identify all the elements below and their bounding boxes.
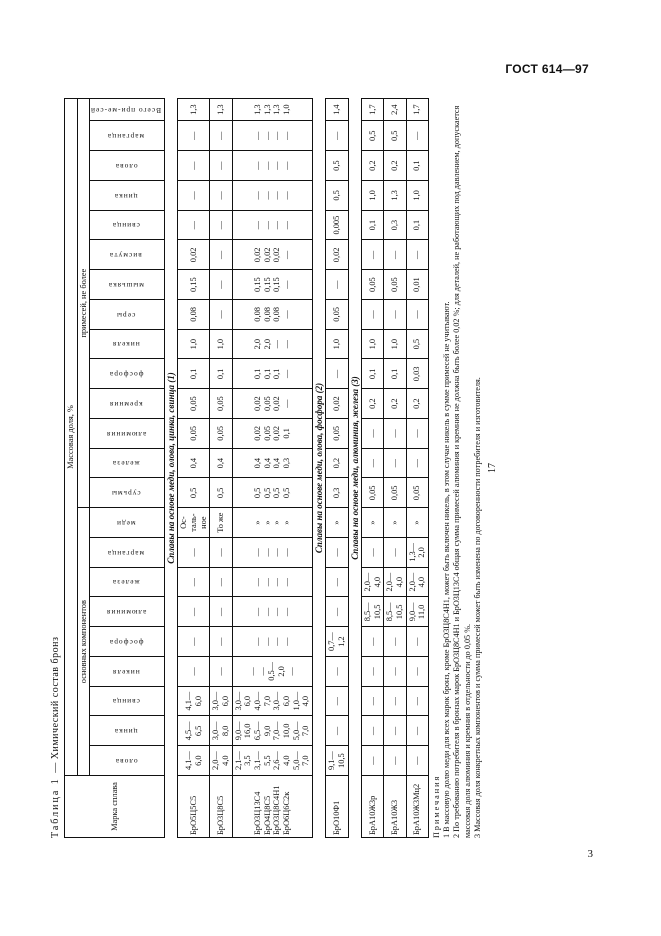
main-value-cell: 2,1—3,5 3,1—5,5 2,6—4,0 5,0—7,0 xyxy=(232,746,312,776)
col-main-element xyxy=(90,508,165,538)
table-caption-label: Таблица 1 xyxy=(50,777,61,838)
col-main-element xyxy=(90,627,165,657)
impurity-value-cell: — xyxy=(210,151,232,181)
impurity-value-cell: 1,0 xyxy=(384,329,406,359)
impurity-value-cell: 0,1 xyxy=(406,151,428,181)
main-value-cell: 3,0—6,0 4,0—7,0 3,0—6,0 1,0—4,0 xyxy=(232,686,312,716)
col-main-element-label: железа xyxy=(112,578,140,588)
main-value-cell: — xyxy=(384,716,406,746)
impurity-value-cell: 0,01 xyxy=(406,270,428,300)
col-impurity-element-label: железа xyxy=(112,459,140,469)
main-value-cell: 3,0—6,0 xyxy=(210,686,232,716)
impurity-value-cell: 0,05 xyxy=(210,389,232,419)
impurity-value-cell: 2,0 2,0 — — xyxy=(232,329,312,359)
impurity-value-cell: 0,5 xyxy=(384,121,406,151)
main-value-cell: 2,0—4,0 xyxy=(361,567,383,597)
note-item: 3 Массовая доля конкретных компонентов и сумма примесей может быть изменена по договоренности потребителя и изготовителя. xyxy=(472,377,482,838)
impurity-value-cell: 0,1 xyxy=(361,359,383,389)
main-value-cell: — — — — xyxy=(232,597,312,627)
header-row-2 xyxy=(77,99,90,838)
section-title: Сплавы на основе меди, алюминия, железа (3) xyxy=(348,99,361,838)
impurity-value-cell: 0,15 xyxy=(178,270,210,300)
impurity-value-cell: 0,05 xyxy=(326,300,348,330)
impurity-value-cell: — xyxy=(178,121,210,151)
col-main-element-label: алюминия xyxy=(105,608,147,618)
section-title: Сплавы на основе меди, олова, цинка, свинца (1) xyxy=(165,99,178,838)
main-value-cell: — xyxy=(361,538,383,568)
impurity-value-cell: — xyxy=(210,121,232,151)
col-main-element xyxy=(90,597,165,627)
impurity-value-cell: — xyxy=(384,419,406,449)
main-value-cell: — xyxy=(384,627,406,657)
col-impurity-element-label: сурьмы xyxy=(111,489,141,499)
impurity-value-cell: 0,5 xyxy=(361,121,383,151)
main-value-cell: — xyxy=(210,627,232,657)
main-value-cell: — — 0,5—2,0 — xyxy=(232,657,312,687)
main-value-cell: » xyxy=(384,508,406,538)
main-value-cell: 8,5—10,5 xyxy=(384,597,406,627)
note-item: 2 По требованию потребителя в бронзах марок БрО3Ц8С4Н1 и БрО3Ц13С4 общая сумма примесей алюминия и кремния не должна быть более 0,02 %; для деталей, не работающих под давлением, допускается массовая доля алюминия и кремния в отдельности до 0,05 %. xyxy=(452,105,472,838)
impurity-value-cell: 0,4 xyxy=(178,448,210,478)
main-value-cell: — xyxy=(384,746,406,776)
table-caption-title: — Химический состав бронз xyxy=(50,636,61,773)
main-value-cell: — xyxy=(361,686,383,716)
main-value-cell: — xyxy=(326,657,348,687)
main-value-cell: — xyxy=(406,657,428,687)
impurity-value-cell: 0,05 xyxy=(178,419,210,449)
main-value-cell: То же xyxy=(210,508,232,538)
impurity-value-cell: — xyxy=(361,240,383,270)
col-impurity-element xyxy=(90,419,165,449)
impurity-value-cell: 0,02 0,05 0,02 — xyxy=(232,389,312,419)
main-value-cell: — xyxy=(210,657,232,687)
col-impurity-element xyxy=(90,210,165,240)
total-cell: 2,4 xyxy=(384,99,406,121)
impurity-value-cell: 0,2 xyxy=(326,448,348,478)
impurity-value-cell: 0,5 xyxy=(178,478,210,508)
col-main-element xyxy=(90,567,165,597)
header-row-3 xyxy=(90,99,165,838)
impurity-value-cell: — — — — xyxy=(232,121,312,151)
main-value-cell: — xyxy=(361,716,383,746)
col-main-element xyxy=(90,686,165,716)
impurity-value-cell: — xyxy=(178,210,210,240)
main-value-cell: — — — — xyxy=(232,627,312,657)
impurity-value-cell: — xyxy=(210,300,232,330)
main-value-cell: 9,0—16,0 6,5—9,0 7,0—10,0 5,0—7,0 xyxy=(232,716,312,746)
main-value-cell: 2,0—4,0 xyxy=(384,567,406,597)
col-mass-fraction: Массовая доля, % xyxy=(65,99,78,776)
impurity-value-cell: — xyxy=(361,419,383,449)
impurity-value-cell: 0,15 0,15 0,15 — xyxy=(232,270,312,300)
main-value-cell: 4,1—6,0 xyxy=(178,686,210,716)
col-impurity-element-label: серы xyxy=(116,310,136,320)
col-main-element-label: меди xyxy=(116,518,136,528)
grade-cell: БрО5Ц5С5 xyxy=(178,776,210,838)
col-impurity-element-label: свинца xyxy=(111,221,140,231)
main-value-cell: — xyxy=(210,567,232,597)
impurity-value-cell: 0,05 xyxy=(326,419,348,449)
impurity-value-cell: — xyxy=(406,419,428,449)
col-impurity-element-label: никеля xyxy=(112,340,140,350)
impurity-value-cell: — xyxy=(210,270,232,300)
impurity-value-cell: — xyxy=(406,121,428,151)
main-value-cell: 9,1—10,5 xyxy=(326,746,348,776)
col-impurity-element-label: висмута xyxy=(109,251,143,261)
header-row-1 xyxy=(65,99,78,838)
main-value-cell: 4,1—6,0 xyxy=(178,746,210,776)
impurity-value-cell: 0,2 xyxy=(406,389,428,419)
impurity-value-cell: 1,0 xyxy=(210,329,232,359)
main-value-cell: 1,3—2,0 xyxy=(406,538,428,568)
col-impurity-element-label: марганца xyxy=(107,132,145,142)
grade-cell: БрА10Ж3 xyxy=(384,776,406,838)
col-total xyxy=(90,99,165,121)
main-value-cell: — xyxy=(384,657,406,687)
main-value-cell: » xyxy=(406,508,428,538)
col-main-element-label: марганца xyxy=(107,548,145,558)
col-main-element xyxy=(90,746,165,776)
main-value-cell: — xyxy=(384,538,406,568)
main-value-cell: 2,0—4,0 xyxy=(210,746,232,776)
impurity-value-cell: 0,5 xyxy=(406,329,428,359)
col-impurity-element xyxy=(90,448,165,478)
impurity-value-cell: — xyxy=(326,121,348,151)
impurity-value-cell: — xyxy=(384,300,406,330)
main-value-cell: — xyxy=(326,597,348,627)
main-value-cell: — xyxy=(178,538,210,568)
impurity-value-cell: — xyxy=(326,359,348,389)
col-main-element-label: цинка xyxy=(114,727,138,737)
grade-cell: БрО10Ф1 xyxy=(326,776,348,838)
table-row xyxy=(384,99,406,838)
impurity-value-cell: 0,02 0,05 0,02 0,1 xyxy=(232,419,312,449)
total-cell: 1,7 xyxy=(406,99,428,121)
col-grade: Марка сплава xyxy=(65,776,165,838)
main-value-cell: — xyxy=(406,627,428,657)
impurity-value-cell: 0,1 0,1 0,1 — xyxy=(232,359,312,389)
main-value-cell: 2,0—4,0 xyxy=(406,567,428,597)
impurity-value-cell: 0,05 xyxy=(210,419,232,449)
page-number: 3 xyxy=(587,848,593,860)
impurity-value-cell: 1,0 xyxy=(326,329,348,359)
main-value-cell: — xyxy=(178,657,210,687)
impurity-value-cell: 0,05 xyxy=(384,270,406,300)
main-value-cell: — xyxy=(361,657,383,687)
impurity-value-cell: 1,0 xyxy=(406,181,428,211)
impurity-value-cell: 0,02 0,02 0,02 — xyxy=(232,240,312,270)
col-impurity-element xyxy=(90,121,165,151)
main-value-cell: 3,0—8,0 xyxy=(210,716,232,746)
col-main-element xyxy=(90,716,165,746)
impurity-value-cell: 0,08 0,08 0,08 — xyxy=(232,300,312,330)
main-value-cell: — xyxy=(178,627,210,657)
impurity-value-cell: 0,005 xyxy=(326,210,348,240)
col-impurities: примесей, не более xyxy=(77,99,90,508)
main-value-cell: — xyxy=(361,627,383,657)
impurity-value-cell: 0,1 xyxy=(361,210,383,240)
col-impurity-element-label: олова xyxy=(114,161,138,171)
impurity-value-cell: — xyxy=(210,181,232,211)
impurity-value-cell: 0,3 xyxy=(384,210,406,240)
main-value-cell: 9,0—11,0 xyxy=(406,597,428,627)
impurity-value-cell: 0,2 xyxy=(384,389,406,419)
impurity-value-cell: — xyxy=(178,151,210,181)
total-cell: 1,4 xyxy=(326,99,348,121)
main-value-cell: » xyxy=(326,508,348,538)
col-impurity-element xyxy=(90,270,165,300)
impurity-value-cell: — xyxy=(361,448,383,478)
section-title: Сплавы на основе меди, олова, фосфора (2) xyxy=(312,99,325,838)
impurity-value-cell: — xyxy=(406,448,428,478)
standard-header: ГОСТ 614—97 xyxy=(505,62,589,76)
impurity-value-cell: 0,05 xyxy=(406,478,428,508)
impurity-value-cell: 0,1 xyxy=(406,210,428,240)
total-cell: 1,7 xyxy=(361,99,383,121)
main-value-cell: — — — — xyxy=(232,567,312,597)
main-value-cell: 4,5—6,5 xyxy=(178,716,210,746)
impurity-value-cell: 0,4 xyxy=(210,448,232,478)
col-main-element xyxy=(90,538,165,568)
impurity-value-cell: — xyxy=(406,300,428,330)
col-main-element-label: фосфора xyxy=(108,637,144,647)
col-impurity-element xyxy=(90,151,165,181)
main-value-cell: » » » » xyxy=(232,508,312,538)
main-value-cell: — xyxy=(326,686,348,716)
col-impurity-element-label: фосфора xyxy=(108,370,144,380)
col-impurity-element-label: кремния xyxy=(109,399,143,409)
col-impurity-element xyxy=(90,389,165,419)
col-main-element-label: свинца xyxy=(111,697,140,707)
main-value-cell: — xyxy=(210,538,232,568)
impurity-value-cell: 1,0 xyxy=(361,181,383,211)
impurity-value-cell: 1,0 xyxy=(178,329,210,359)
rotated-table-block xyxy=(50,98,610,838)
col-impurity-element-label: цинка xyxy=(114,191,138,201)
grade-cell: БрА10Ж3р xyxy=(361,776,383,838)
impurity-value-cell: 0,05 xyxy=(361,478,383,508)
composition-table xyxy=(64,98,429,838)
impurity-value-cell: 0,08 xyxy=(178,300,210,330)
table-notes xyxy=(432,98,483,838)
main-value-cell: Ос-таль-ное xyxy=(178,508,210,538)
total-cell: 1,3 1,3 1,3 1,0 xyxy=(232,99,312,121)
impurity-value-cell: 0,05 xyxy=(384,478,406,508)
impurity-value-cell: 0,5 0,5 0,5 0,5 xyxy=(232,478,312,508)
table-row xyxy=(361,99,383,838)
impurity-value-cell: 0,02 xyxy=(178,240,210,270)
col-impurity-element xyxy=(90,181,165,211)
main-value-cell: — xyxy=(361,746,383,776)
impurity-value-cell: 1,0 xyxy=(361,329,383,359)
impurity-value-cell: — xyxy=(384,448,406,478)
col-main-components: основных компонентов xyxy=(77,508,90,776)
impurity-value-cell: 0,2 xyxy=(361,389,383,419)
impurity-value-cell: — — — — xyxy=(232,210,312,240)
col-main-element-label: олова xyxy=(114,756,138,766)
impurity-value-cell: 0,2 xyxy=(361,151,383,181)
impurity-value-cell: 0,05 xyxy=(178,389,210,419)
impurity-value-cell: 0,5 xyxy=(210,478,232,508)
grade-cell: БрО3Ц8С5 xyxy=(210,776,232,838)
main-value-cell: » xyxy=(361,508,383,538)
impurity-value-cell: — xyxy=(178,181,210,211)
col-impurity-element xyxy=(90,329,165,359)
table-row xyxy=(210,99,232,838)
main-value-cell: — xyxy=(178,597,210,627)
impurity-value-cell: 0,3 xyxy=(326,478,348,508)
section-row xyxy=(348,99,361,838)
col-main-element xyxy=(90,657,165,687)
impurity-value-cell: — — — — xyxy=(232,181,312,211)
impurity-value-cell: 0,5 xyxy=(326,151,348,181)
table-row xyxy=(232,99,312,838)
section-row xyxy=(165,99,178,838)
main-value-cell: — xyxy=(406,716,428,746)
impurity-value-cell: — xyxy=(384,240,406,270)
total-cell: 1,3 xyxy=(178,99,210,121)
impurity-value-cell: — — — — xyxy=(232,151,312,181)
grade-cell: БрА10Ж3Мц2 xyxy=(406,776,428,838)
impurity-value-cell: 0,1 xyxy=(210,359,232,389)
table-row xyxy=(326,99,348,838)
col-impurity-element-label: алюминия xyxy=(105,429,147,439)
col-impurity-element xyxy=(90,240,165,270)
impurity-value-cell: 1,3 xyxy=(384,181,406,211)
main-value-cell: — xyxy=(406,686,428,716)
col-impurity-element xyxy=(90,478,165,508)
main-value-cell: — xyxy=(384,686,406,716)
impurity-value-cell: — xyxy=(406,240,428,270)
impurity-value-cell: — xyxy=(210,210,232,240)
main-value-cell: — — — — xyxy=(232,538,312,568)
main-value-cell: 0,7—1,2 xyxy=(326,627,348,657)
total-cell: 1,3 xyxy=(210,99,232,121)
note-item: 1 В массовую долю меди для всех марок бронз, кроме БрО3Ц8С4Н1, может быть включен никель, в этом случае никель в сумме примесей не учитывают. xyxy=(442,301,452,838)
impurity-value-cell: 0,02 xyxy=(326,240,348,270)
table-row xyxy=(406,99,428,838)
impurity-value-cell: 0,03 xyxy=(406,359,428,389)
impurity-value-cell: 0,5 xyxy=(326,181,348,211)
impurity-value-cell: 0,2 xyxy=(384,151,406,181)
col-total-label: Всего при-ме-сей xyxy=(90,105,162,115)
table-row xyxy=(178,99,210,838)
col-impurity-element xyxy=(90,359,165,389)
notes-heading: Примечания xyxy=(431,774,441,838)
main-value-cell: — xyxy=(178,567,210,597)
col-impurity-element xyxy=(90,300,165,330)
grade-cell: БрО3Ц13С4 БрО4Ц8С5 БрО3Ц8С4Н1 БрО6Ц6С2к xyxy=(232,776,312,838)
impurity-value-cell: 0,1 xyxy=(384,359,406,389)
main-value-cell: — xyxy=(406,746,428,776)
main-value-cell: — xyxy=(326,716,348,746)
col-main-element-label: никеля xyxy=(112,667,140,677)
impurity-value-cell: — xyxy=(361,300,383,330)
main-value-cell: 8,5—10,5 xyxy=(361,597,383,627)
main-value-cell: — xyxy=(326,567,348,597)
impurity-value-cell: — xyxy=(326,270,348,300)
impurity-value-cell: — xyxy=(210,240,232,270)
section-row xyxy=(312,99,325,838)
main-value-cell: — xyxy=(210,597,232,627)
impurity-value-cell: 0,4 0,4 0,4 0,3 xyxy=(232,448,312,478)
page-number-left: 17 xyxy=(487,463,499,473)
table-caption xyxy=(50,98,61,838)
impurity-value-cell: 0,05 xyxy=(361,270,383,300)
main-value-cell: — xyxy=(326,538,348,568)
impurity-value-cell: 0,1 xyxy=(178,359,210,389)
impurity-value-cell: 0,02 xyxy=(326,389,348,419)
col-impurity-element-label: мышьяка xyxy=(107,280,144,290)
